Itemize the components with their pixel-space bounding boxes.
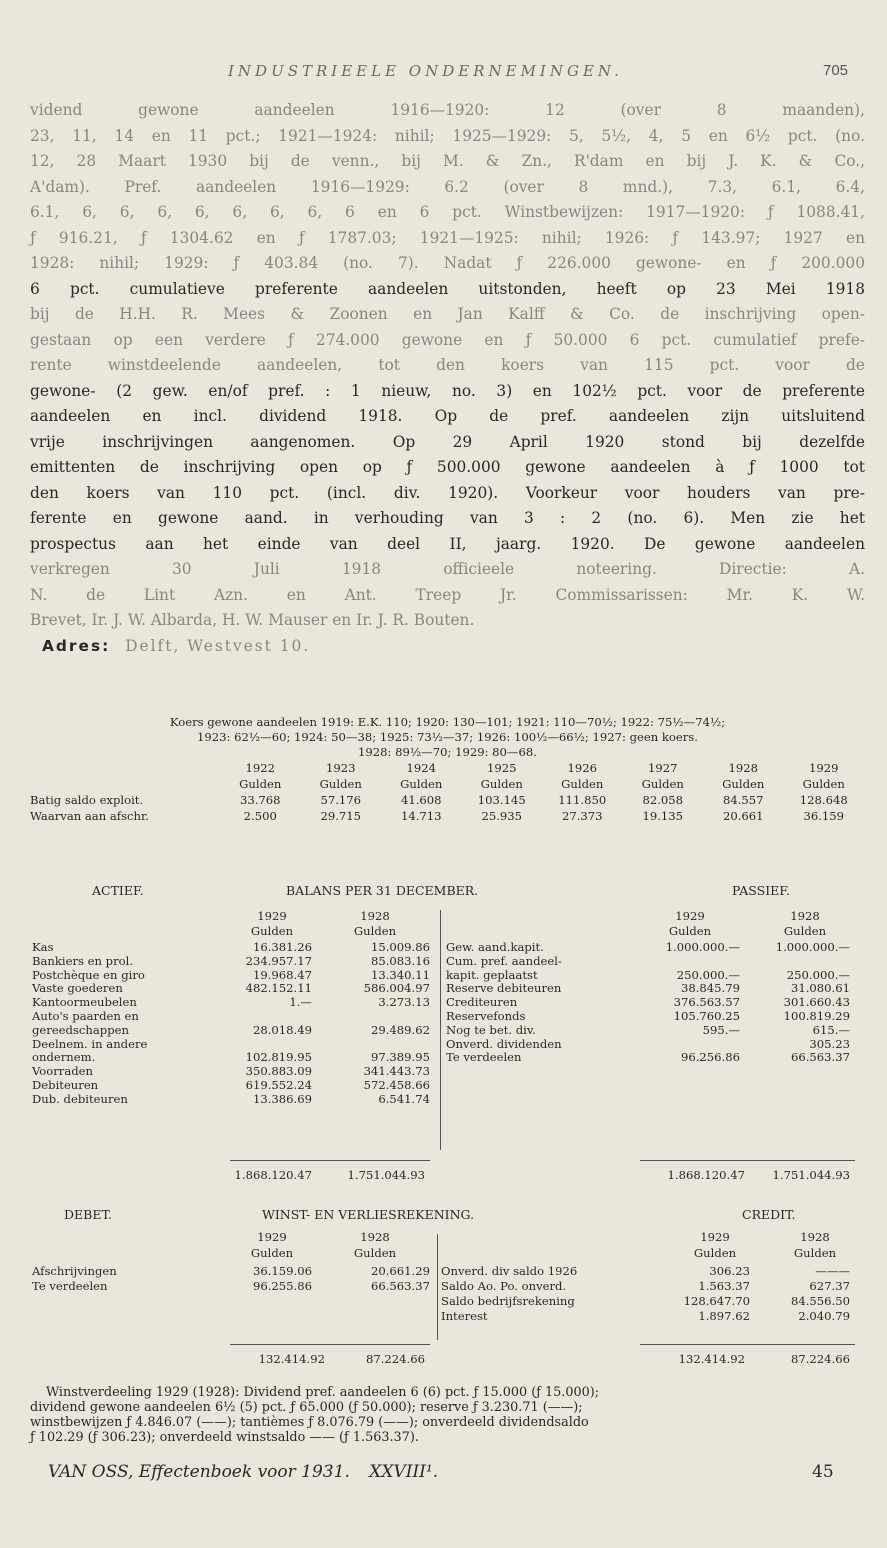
passief-unit1: Gulden (668, 924, 712, 938)
debet-row-value-1928: 66.563.37 (370, 1279, 430, 1293)
actief-row-value-1928: 15.009.86 (370, 940, 430, 954)
text-line: prospectus aan het einde van deel II, jaarg. 1920. De gewone aandeelen (30, 534, 865, 553)
text-line: 1928: nihil; 1929: ƒ 403.84 (no. 7). Nadat ƒ 226.000 gewone- en ƒ 200.000 (30, 254, 865, 272)
actief-row-value-1928: 341.443.73 (363, 1064, 430, 1079)
balans-title: BALANS PER 31 DECEMBER. (286, 883, 479, 898)
credit-heading: CREDIT. (742, 1207, 796, 1222)
table-row (30, 808, 864, 824)
actief-total-rule (230, 1160, 430, 1161)
actief-row-value-1929: 102.819.95 (245, 1050, 312, 1065)
passief-row-value-1928: 66.563.37 (790, 1050, 850, 1065)
actief-row-label: ondernem. (32, 1050, 96, 1065)
actief-row-value-1929: 1.— (289, 995, 312, 1010)
passief-row-value-1929: 38.845.79 (680, 981, 740, 996)
text-line: A'dam). Pref. aandeelen 1916—1929: 6.2 (over 8 mnd.), 7.3, 6.1, 6.4, (30, 177, 865, 196)
debet-unit2: Gulden (353, 1246, 397, 1260)
passief-row-value-1928: 301.660.43 (783, 995, 850, 1010)
actief-row-label: Postchèque en giro (32, 967, 145, 982)
actief-row-value-1929: 619.552.24 (245, 1078, 312, 1092)
address-line (30, 634, 865, 660)
actief-row-value-1928: 85.083.16 (370, 953, 430, 968)
debet-total-1928: 87.224.66 (365, 1352, 425, 1366)
actief-row-value-1928: 97.389.95 (370, 1050, 430, 1065)
text-line: gestaan op een verdere ƒ 274.000 gewone en ƒ 50.000 6 pct. cumulatief prefe- (30, 330, 865, 349)
address-label: Adres: (42, 636, 111, 655)
text-line: gewone- (2 gew. en/of pref. : 1 nieuw, no. 3) en 102½ pct. voor de preferente (30, 381, 865, 400)
book-volume: XXVIII¹. (369, 1462, 439, 1482)
value-cell: 36.159 (803, 809, 845, 823)
unit-cell: Gulden (239, 777, 282, 791)
footnote-line: winstbewijzen ƒ 4.846.07 (——); tantièmes ƒ 8.076.79 (——); onverdeeld dividendsaldo (30, 1415, 589, 1430)
passief-row-label: Reservefonds (446, 1009, 526, 1023)
unit-cell: Gulden (319, 777, 362, 791)
text-line: rente winstdeelende aandeelen, tot den koers van 115 pct. voor de (30, 356, 865, 374)
credit-row-label: Interest (441, 1309, 488, 1323)
passief-row-label: Nog te bet. div. (446, 1022, 536, 1037)
passief-row-value-1928: 615.— (812, 1022, 850, 1037)
text-line: 6.1, 6, 6, 6, 6, 6, 6, 6, 6 en 6 pct. Winstbewijzen: 1917—1920: ƒ 1088.41, (30, 203, 865, 221)
passief-row-value-1928: 250.000.— (786, 967, 850, 982)
credit-unit2: Gulden (793, 1246, 837, 1260)
actief-row-value-1928: 6.541.74 (378, 1091, 430, 1106)
year-cell: 1925 (486, 761, 517, 775)
debet-heading: DEBET. (64, 1207, 112, 1222)
unit-row (30, 776, 864, 792)
value-cell: 41.608 (400, 793, 442, 807)
actief-row-label: Dub. debiteuren (32, 1091, 128, 1106)
passief-total-rule (640, 1160, 855, 1161)
credit-unit1: Gulden (693, 1246, 737, 1260)
page-number: 705 (823, 62, 849, 79)
debet-row-value-1929: 96.255.86 (252, 1279, 312, 1293)
passief-row-value-1929: 250.000.— (676, 967, 740, 982)
passief-row-label: kapit. geplaatst (446, 967, 538, 982)
debet-row-value-1928: 20.661.29 (370, 1264, 430, 1278)
actief-row-label: Voorraden (32, 1064, 94, 1079)
actief-row-value-1929: 350.883.09 (245, 1064, 312, 1079)
text-line: N. de Lint Azn. en Ant. Treep Jr. Commissarissen: Mr. K. W. (30, 585, 865, 604)
value-cell: 27.373 (561, 809, 603, 823)
passief-row-value-1929: 595.— (702, 1022, 740, 1037)
passief-row-value-1929: 96.256.86 (680, 1050, 740, 1065)
credit-total-1928: 87.224.66 (790, 1352, 850, 1366)
year-cell: 1927 (647, 761, 678, 775)
text-line: ƒ 916.21, ƒ 1304.62 en ƒ 1787.03; 1921—1925: nihil; 1926: ƒ 143.97; 1927 en (30, 228, 865, 247)
actief-row-value-1929: 16.381.26 (252, 940, 312, 954)
actief-row-label: Bankiers en prol. (32, 953, 134, 968)
unit-cell: Gulden (480, 777, 523, 791)
value-cell: 82.058 (642, 793, 684, 807)
sheet-number: 45 (812, 1462, 834, 1482)
actief-row-label: gereedschappen (32, 1022, 129, 1037)
actief-unit2: Gulden (353, 924, 397, 938)
value-cell: 128.648 (799, 793, 848, 807)
actief-heading: ACTIEF. (92, 883, 144, 898)
credit-row-value-1929: 1.897.62 (698, 1309, 750, 1323)
address-value: Delft, Westvest 10. (125, 636, 311, 655)
text-line: 6 pct. cumulatieve preferente aandeelen uitstonden, heeft op 23 Mei 1918 (30, 279, 865, 298)
value-cell: 20.661 (722, 809, 764, 823)
year-header-row (30, 760, 864, 776)
credit-row-label: Saldo bedrijfsrekening (441, 1294, 575, 1308)
row-label-cell (30, 776, 220, 792)
actief-total-1928: 1.751.044.93 (347, 1168, 425, 1182)
credit-total-1929: 132.414.92 (678, 1352, 745, 1366)
credit-row-label: Saldo Ao. Po. onverd. (441, 1279, 567, 1293)
row-label: Batig saldo exploit. (30, 793, 144, 807)
actief-row-label: Kantoormeubelen (32, 995, 137, 1010)
text-line: emittenten de inschrijving open op ƒ 500.000 gewone aandeelen à ƒ 1000 tot (30, 458, 865, 476)
unit-cell: Gulden (400, 777, 443, 791)
passief-row-label: Cum. pref. aandeel- (446, 953, 562, 968)
balans-divider (440, 910, 441, 1150)
actief-row-value-1929: 482.152.11 (245, 981, 312, 996)
year-cell: 1928 (728, 761, 758, 775)
credit-row-value-1929: 128.647.70 (683, 1294, 750, 1308)
debet-row-value-1929: 36.159.06 (252, 1264, 312, 1278)
passief-row-value-1928: 305.23 (809, 1036, 850, 1051)
actief-row-label: Debiteuren (32, 1078, 99, 1092)
passief-row-label: Te verdeelen (446, 1050, 522, 1065)
value-cell: 14.713 (400, 809, 442, 823)
text-line: ferente en gewone aand. in verhouding van 3 : 2 (no. 6). Men zie het (30, 509, 865, 527)
running-title: INDUSTRIEELE ONDERNEMINGEN. (228, 62, 623, 80)
actief-row-value-1929: 234.957.17 (245, 953, 312, 968)
debet-total-1929: 132.414.92 (258, 1352, 325, 1366)
passief-row-value-1929: 1.000.000.— (665, 940, 740, 954)
value-cell: 29.715 (320, 809, 362, 823)
passief-row-value-1928: 100.819.29 (783, 1009, 850, 1023)
credit-row-value-1928: 2.040.79 (798, 1309, 850, 1323)
debet-year2: 1928 (360, 1230, 390, 1244)
year-cell: 1923 (325, 761, 356, 775)
year-cell: 1924 (406, 761, 436, 775)
passief-unit2: Gulden (783, 924, 827, 938)
book-name: VAN OSS, Effectenboek voor 1931. (48, 1462, 350, 1482)
text-line: den koers van 110 pct. (incl. div. 1920). Voorkeur voor houders van pre- (30, 483, 865, 502)
value-cell: 57.176 (320, 793, 362, 807)
debet-total-rule (230, 1344, 430, 1345)
koers-line: 1923: 62½—60; 1924: 50—38; 1925: 73½—37; 1926: 100½—66½; 1927: geen koers. (197, 730, 698, 744)
passief-year2: 1928 (790, 909, 820, 923)
value-cell: 84.557 (722, 793, 764, 807)
text-line: 23, 11, 14 en 11 pct.; 1921—1924: nihil; 1925—1929: 5, 5½, 4, 5 en 6½ pct. (no. (30, 126, 865, 145)
actief-row-label: Deelnem. in andere (32, 1036, 148, 1051)
credit-row-value-1928: ——— (815, 1264, 850, 1278)
text-line: vrije inschrijvingen aangenomen. Op 29 April 1920 stond bij dezelfde (30, 432, 865, 451)
company-description (30, 98, 865, 659)
passief-row-label: Gew. aand.kapit. (446, 940, 544, 954)
table-row (30, 792, 864, 808)
value-cell: 2.500 (243, 809, 277, 823)
credit-year2: 1928 (800, 1230, 830, 1244)
credit-row-value-1928: 84.556.50 (790, 1294, 850, 1308)
footnote-line: ƒ 102.29 (ƒ 306.23); onverdeeld winstsaldo —— (ƒ 1.563.37). (30, 1430, 419, 1445)
text-line: 12, 28 Maart 1930 bij de venn., bij M. & Zn., R'dam en bij J. K. & Co., (30, 152, 865, 170)
passief-total-1928: 1.751.044.93 (772, 1168, 850, 1182)
credit-row-value-1929: 1.563.37 (698, 1279, 750, 1293)
actief-year1: 1929 (257, 909, 287, 923)
actief-row-label: Vaste goederen (32, 981, 123, 996)
wv-divider (437, 1234, 438, 1340)
credit-row-value-1928: 627.37 (809, 1279, 850, 1293)
actief-row-value-1928: 572.458.66 (363, 1078, 430, 1092)
text-line: Brevet, Ir. J. W. Albarda, H. W. Mauser en Ir. J. R. Bouten. (30, 611, 475, 629)
price-history (30, 715, 865, 760)
footnote-line: dividend gewone aandeelen 6½ (5) pct. ƒ 65.000 (ƒ 50.000); reserve ƒ 3.230.71 (——); (30, 1400, 583, 1415)
actief-row-label: Auto's paarden en (32, 1009, 139, 1023)
credit-total-rule (640, 1344, 855, 1345)
wv-title: WINST- EN VERLIESREKENING. (262, 1207, 475, 1222)
value-cell: 103.145 (477, 793, 526, 807)
text-line: verkregen 30 Juli 1918 officieele noteering. Directie: A. (30, 560, 865, 578)
debet-row-label: Afschrijvingen (32, 1264, 117, 1278)
passief-row-value-1928: 31.080.61 (790, 981, 850, 996)
koers-line: 1928: 89½—70; 1929: 80—68. (358, 745, 537, 759)
passief-total-1929: 1.868.120.47 (667, 1168, 745, 1182)
winstverdeeling-note (30, 1385, 860, 1445)
text-line: vidend gewone aandeelen 1916—1920: 12 (over 8 maanden), (30, 101, 865, 119)
row-label: Waarvan aan afschr. (30, 809, 149, 823)
credit-row-label: Onverd. div saldo 1926 (441, 1264, 578, 1278)
debet-unit1: Gulden (250, 1246, 294, 1260)
actief-row-label: Kas (32, 940, 54, 954)
actief-row-value-1928: 3.273.13 (378, 995, 430, 1010)
year-cell: 1929 (808, 761, 839, 775)
actief-total-1929: 1.868.120.47 (234, 1168, 312, 1182)
credit-year1: 1929 (700, 1230, 730, 1244)
passief-row-value-1928: 1.000.000.— (775, 940, 850, 954)
unit-cell: Gulden (802, 777, 845, 791)
actief-row-value-1929: 13.386.69 (252, 1091, 312, 1106)
footnote-line: Winstverdeeling 1929 (1928): Dividend pref. aandeelen 6 (6) pct. ƒ 15.000 (ƒ 15.000); (46, 1385, 600, 1400)
koers-line: Koers gewone aandeelen 1919: E.K. 110; 1920: 130—101; 1921: 110—70½; 1922: 75½—74½; (169, 715, 726, 729)
unit-cell: Gulden (641, 777, 684, 791)
actief-row-value-1929: 19.968.47 (252, 967, 312, 982)
year-cell: 1926 (567, 761, 597, 775)
credit-row-value-1929: 306.23 (709, 1264, 750, 1278)
row-label-cell (30, 760, 220, 776)
year-cell: 1922 (245, 761, 275, 775)
actief-unit1: Gulden (250, 924, 294, 938)
passief-row-value-1929: 376.563.57 (673, 995, 740, 1010)
profit-table (30, 760, 864, 824)
passief-row-value-1929: 105.760.25 (673, 1009, 740, 1023)
passief-year1: 1929 (675, 909, 705, 923)
passief-row-label: Onverd. dividenden (446, 1036, 562, 1051)
value-cell: 19.135 (642, 809, 684, 823)
book-title (48, 1462, 438, 1482)
debet-row-label: Te verdeelen (32, 1279, 108, 1293)
text-line: aandeelen en incl. dividend 1918. Op de pref. aandeelen zijn uitsluitend (30, 407, 865, 425)
value-cell: 25.935 (481, 809, 523, 823)
actief-row-value-1928: 29.489.62 (370, 1022, 430, 1037)
unit-cell: Gulden (561, 777, 604, 791)
text-line: bij de H.H. R. Mees & Zoonen en Jan Kalff & Co. de inschrijving open- (30, 305, 865, 323)
passief-heading: PASSIEF. (732, 883, 790, 898)
passief-row-label: Crediteuren (446, 995, 518, 1010)
value-cell: 111.850 (558, 793, 607, 807)
actief-row-value-1928: 13.340.11 (370, 967, 430, 982)
value-cell: 33.768 (239, 793, 281, 807)
debet-year1: 1929 (257, 1230, 287, 1244)
passief-row-label: Reserve debiteuren (446, 981, 562, 996)
actief-row-value-1928: 586.004.97 (363, 981, 430, 996)
actief-year2: 1928 (360, 909, 390, 923)
unit-cell: Gulden (722, 777, 765, 791)
actief-row-value-1929: 28.018.49 (252, 1022, 312, 1037)
